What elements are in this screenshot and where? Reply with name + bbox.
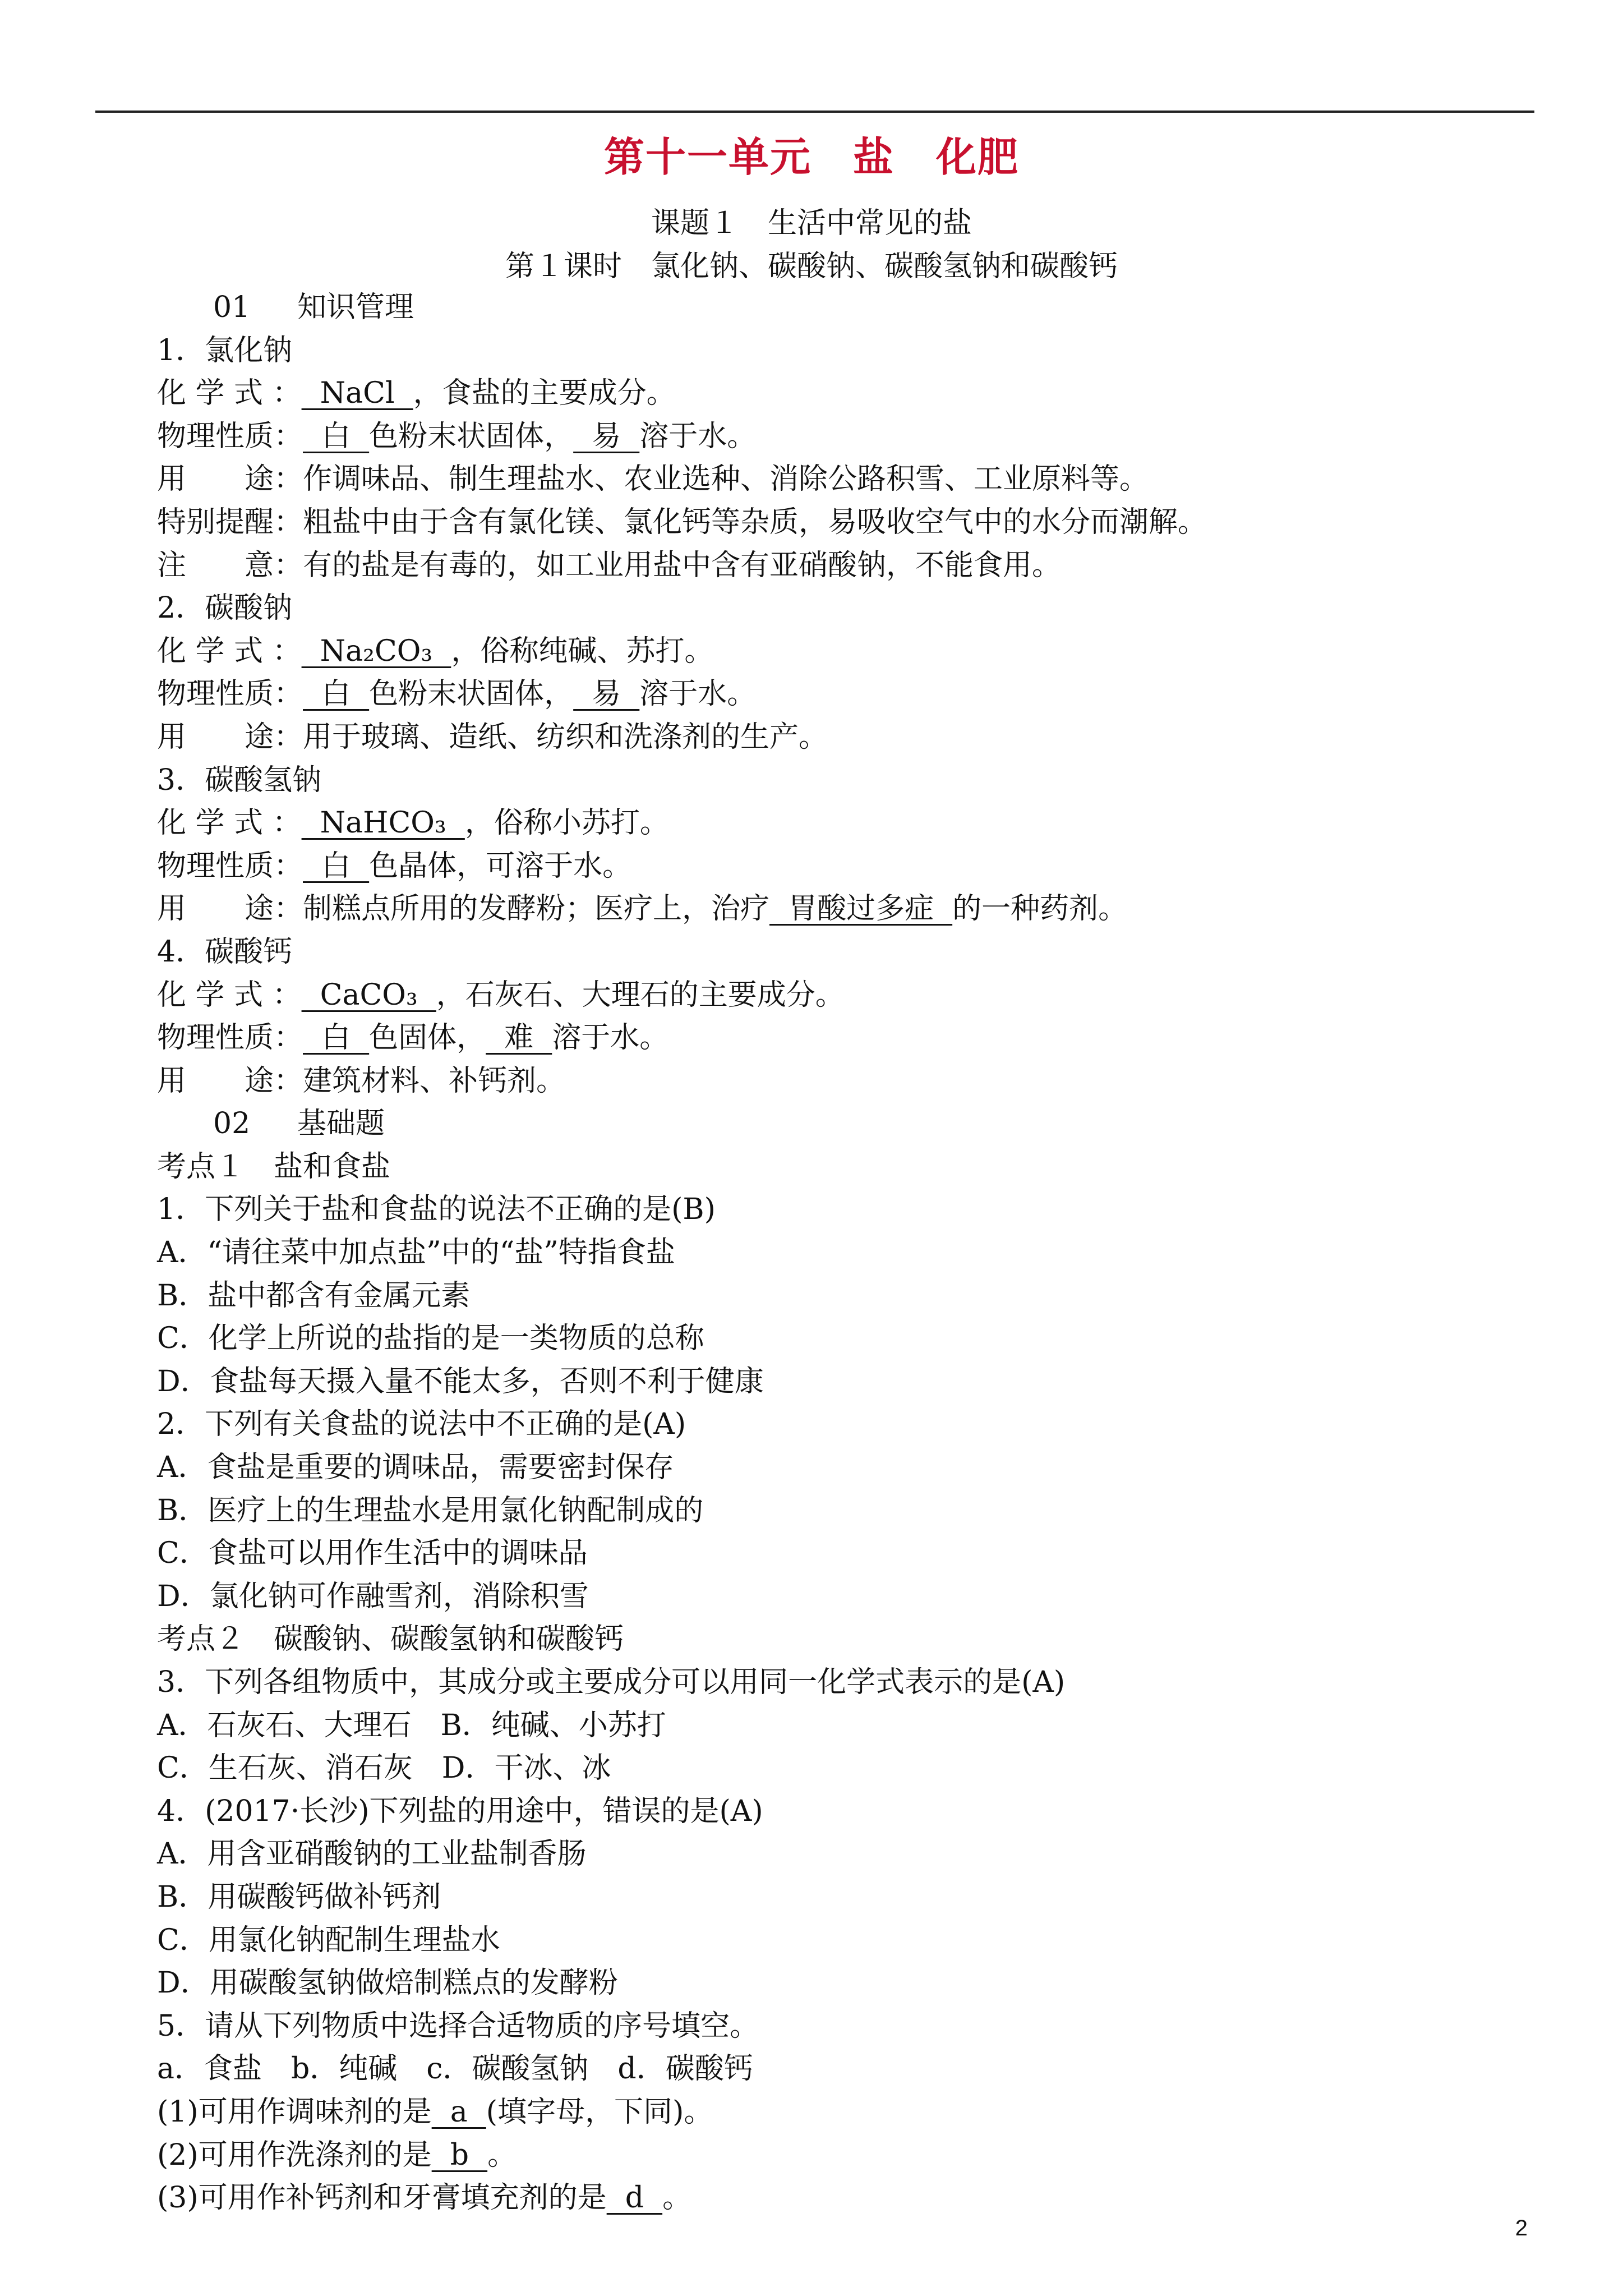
text-segment: 。 xyxy=(487,2138,517,2172)
text-segment: A．石灰石、大理石 B．纯碱、小苏打 xyxy=(157,1708,666,1742)
text-line xyxy=(157,372,1548,415)
text-segment: 3．下列各组物质中，其成分或主要成分可以用同一化学式表示的是(A) xyxy=(157,1665,1066,1699)
text-segment: 色固体， xyxy=(369,1021,486,1055)
text-line xyxy=(157,1060,1548,1103)
answer-blank: Na₂CO₃ xyxy=(301,634,451,668)
text-segment: 特别提醒：粗盐中由于含有氯化镁、氯化钙等杂质，易吸收空气中的水分而潮解。 xyxy=(157,505,1207,539)
text-line xyxy=(157,2177,1548,2220)
text-segment: (2)可用作洗涤剂的是 xyxy=(157,2138,432,2172)
text-segment: C．用氯化钠配制生理盐水 xyxy=(157,1923,500,1957)
text-line xyxy=(157,1403,1548,1446)
text-line xyxy=(157,458,1548,501)
text-line xyxy=(157,716,1548,759)
text-segment: B．用碳酸钙做补钙剂 xyxy=(157,1880,441,1914)
answer-blank: NaHCO₃ xyxy=(301,806,465,840)
text-segment: 化 学 式 ： xyxy=(157,376,302,411)
answer-blank: d xyxy=(606,2181,663,2215)
text-line xyxy=(157,630,1548,673)
text-segment: 2．下列有关食盐的说法中不正确的是(A) xyxy=(157,1407,686,1442)
section-label: 知识管理 xyxy=(297,291,414,324)
text-line xyxy=(157,1532,1548,1575)
text-segment: 5．请从下列物质中选择合适物质的序号填空。 xyxy=(157,2009,759,2043)
text-segment: 溶于水。 xyxy=(552,1021,669,1055)
text-line xyxy=(157,1016,1548,1060)
text-segment: 1．下列关于盐和食盐的说法不正确的是(B) xyxy=(157,1193,716,1227)
text-segment: C．化学上所说的盐指的是一类物质的总称 xyxy=(157,1322,704,1356)
section-number: 02 xyxy=(213,1107,251,1141)
text-line xyxy=(157,1747,1548,1790)
text-segment: A．食盐是重要的调味品，需要密封保存 xyxy=(157,1451,674,1485)
text-segment: ，食盐的主要成分。 xyxy=(413,376,676,411)
text-line xyxy=(157,931,1548,974)
text-line xyxy=(157,887,1548,931)
text-segment: A．“请往菜中加点盐”中的“盐”特指食盐 xyxy=(157,1236,675,1270)
text-segment: D．食盐每天摄入量不能太多，否则不利于健康 xyxy=(157,1364,764,1398)
text-segment: 4．碳酸钙 xyxy=(157,935,293,969)
document-body xyxy=(157,286,1548,2220)
section-heading xyxy=(157,286,1548,329)
text-segment: D．用碳酸氢钠做焙制糕点的发酵粉 xyxy=(157,1966,618,2000)
text-line xyxy=(157,1317,1548,1360)
text-segment: A．用含亚硝酸钠的工业盐制香肠 xyxy=(157,1837,587,1871)
text-segment: (1)可用作调味剂的是 xyxy=(157,2095,432,2129)
text-line xyxy=(157,501,1548,544)
section-label: 基础题 xyxy=(297,1107,385,1141)
page-number: 2 xyxy=(1515,2216,1528,2240)
text-segment: 。 xyxy=(662,2181,692,2215)
text-line xyxy=(157,1446,1548,1489)
text-segment: 物理性质： xyxy=(157,1021,303,1055)
answer-blank: 易 xyxy=(573,419,640,453)
text-line xyxy=(157,1919,1548,1962)
text-segment: 的一种药剂。 xyxy=(952,892,1128,926)
text-segment: 溶于水。 xyxy=(639,419,757,453)
text-segment: ，俗称纯碱、苏打。 xyxy=(451,634,714,668)
text-line xyxy=(157,1790,1548,1833)
answer-blank: 白 xyxy=(303,849,370,883)
section-number: 01 xyxy=(213,291,251,324)
text-segment: 化 学 式 ： xyxy=(157,806,302,840)
text-segment: 用 途：作调味品、制生理盐水、农业选种、消除公路积雪、工业原料等。 xyxy=(157,462,1149,496)
answer-blank: CaCO₃ xyxy=(301,978,436,1012)
text-line xyxy=(157,802,1548,845)
text-segment: B．医疗上的生理盐水是用氯化钠配制成的 xyxy=(157,1493,704,1527)
text-line xyxy=(157,974,1548,1017)
text-line xyxy=(157,1661,1548,1704)
text-line xyxy=(157,587,1548,630)
text-segment: 色粉末状固体， xyxy=(369,677,574,711)
text-segment: 化 学 式 ： xyxy=(157,978,302,1012)
text-line xyxy=(157,1231,1548,1274)
answer-blank: 白 xyxy=(303,1021,370,1055)
text-segment: (填字母，下同)。 xyxy=(486,2095,713,2129)
text-segment: 用 途：用于玻璃、造纸、纺织和洗涤剂的生产。 xyxy=(157,720,828,754)
text-segment: ，石灰石、大理石的主要成分。 xyxy=(436,978,845,1012)
text-segment: C．食盐可以用作生活中的调味品 xyxy=(157,1536,588,1571)
text-line xyxy=(157,1575,1548,1618)
text-segment: 3．碳酸氢钠 xyxy=(157,763,322,797)
text-line xyxy=(157,1145,1548,1189)
answer-blank: NaCl xyxy=(301,376,413,411)
text-segment: D．氯化钠可作融雪剂，消除积雪 xyxy=(157,1579,589,1613)
text-segment: 物理性质： xyxy=(157,419,303,453)
text-segment: 用 途：建筑材料、补钙剂。 xyxy=(157,1064,566,1098)
text-line xyxy=(157,2005,1548,2048)
text-segment: B．盐中都含有金属元素 xyxy=(157,1278,471,1313)
answer-blank: 胃酸过多症 xyxy=(769,892,953,926)
text-segment: 1．氯化钠 xyxy=(157,333,293,367)
text-line xyxy=(157,1360,1548,1404)
text-segment: a．食盐 b．纯碱 c．碳酸氢钠 d．碳酸钙 xyxy=(157,2052,753,2086)
text-segment: 4．(2017·长沙)下列盐的用途中，错误的是(A) xyxy=(157,1794,763,1828)
answer-blank: 白 xyxy=(303,677,370,711)
text-segment: 化 学 式 ： xyxy=(157,634,302,668)
answer-blank: a xyxy=(431,2095,486,2129)
top-rule xyxy=(95,111,1534,113)
text-line xyxy=(157,2047,1548,2091)
text-segment: 物理性质： xyxy=(157,849,303,883)
text-segment: 2．碳酸钠 xyxy=(157,591,293,625)
text-line xyxy=(157,2134,1548,2177)
text-segment: C．生石灰、消石灰 D．干冰、冰 xyxy=(157,1751,611,1786)
lesson-title: 课题１ 生活中常见的盐 xyxy=(651,206,972,240)
text-segment: 考点１ 盐和食盐 xyxy=(157,1149,391,1184)
page-title: 第十一单元 盐 化肥 xyxy=(603,133,1019,181)
text-line xyxy=(157,1489,1548,1533)
text-line xyxy=(157,845,1548,888)
text-segment: 物理性质： xyxy=(157,677,303,711)
text-line xyxy=(157,1876,1548,1919)
text-line xyxy=(157,544,1548,587)
answer-blank: b xyxy=(431,2138,488,2172)
text-line xyxy=(157,2091,1548,2134)
answer-blank: 难 xyxy=(486,1021,552,1055)
text-line xyxy=(157,1618,1548,1661)
text-line xyxy=(157,329,1548,372)
text-line xyxy=(157,1274,1548,1318)
class-period-title: 第１课时 氯化钠、碳酸钠、碳酸氢钠和碳酸钙 xyxy=(505,250,1118,283)
text-line xyxy=(157,673,1548,716)
text-line xyxy=(157,415,1548,458)
answer-blank: 白 xyxy=(303,419,370,453)
text-segment: 色粉末状固体， xyxy=(369,419,574,453)
text-line xyxy=(157,1962,1548,2005)
text-line xyxy=(157,1188,1548,1231)
text-segment: 注 意：有的盐是有毒的，如工业用盐中含有亚硝酸钠，不能食用。 xyxy=(157,548,1062,582)
text-segment: 用 途：制糕点所用的发酵粉；医疗上，治疗 xyxy=(157,892,770,926)
text-line xyxy=(157,759,1548,802)
text-segment: 色晶体，可溶于水。 xyxy=(369,849,632,883)
text-segment: 溶于水。 xyxy=(639,677,757,711)
text-segment: (3)可用作补钙剂和牙膏填充剂的是 xyxy=(157,2181,607,2215)
text-segment: ，俗称小苏打。 xyxy=(464,806,669,840)
text-line xyxy=(157,1833,1548,1876)
text-segment: 考点２ 碳酸钠、碳酸氢钠和碳酸钙 xyxy=(157,1622,624,1657)
answer-blank: 易 xyxy=(573,677,640,711)
text-line xyxy=(157,1704,1548,1747)
section-heading xyxy=(157,1102,1548,1145)
